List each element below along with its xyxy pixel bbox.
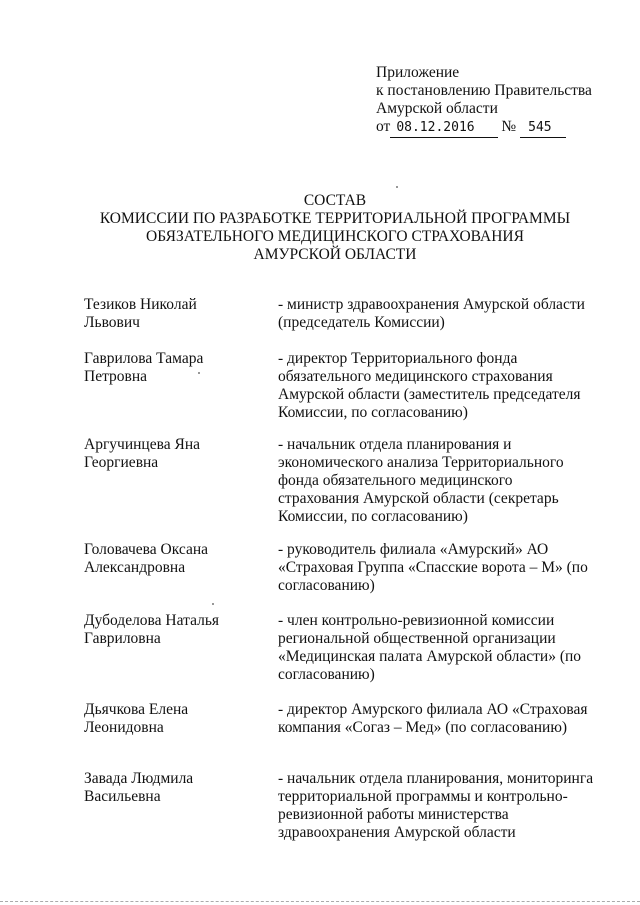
member-name: Аргучинцева Яна Георгиевна xyxy=(84,436,200,471)
appendix-date-number-line xyxy=(376,118,626,138)
number-field xyxy=(520,118,566,138)
scan-speck xyxy=(198,372,200,374)
scan-speck xyxy=(396,186,398,188)
document-title xyxy=(80,192,590,264)
date-prefix: от xyxy=(376,118,391,135)
date-field xyxy=(390,118,498,138)
appendix-label: Приложение xyxy=(376,64,460,81)
member-role: - начальник отдела планирования, мониторинга территориальной программы и контрольно- ревизионной работы министерства здравоохранения Амурской области xyxy=(278,770,594,841)
member-name: Головачева Оксана Александровна xyxy=(84,541,209,576)
member-name: Тезиков Николай Львович xyxy=(84,296,197,331)
title-line-2: КОМИССИИ ПО РАЗРАБОТКЕ ТЕРРИТОРИАЛЬНОЙ ПРОГРАММЫ xyxy=(99,210,571,227)
date-value: 08.12.2016 xyxy=(396,120,475,135)
member-role: - руководитель филиала «Амурский» АО «Страховая Группа «Спасские ворота – М» (по согласованию) xyxy=(278,541,588,594)
member-role: - директор Территориального фонда обязательного медицинского страхования Амурской области (заместитель председателя Комиссии, по согласованию) xyxy=(278,350,581,421)
member-role: - директор Амурского филиала АО «Страховая компания «Согаз – Мед» (по согласованию) xyxy=(278,701,588,736)
title-line-3: ОБЯЗАТЕЛЬНОГО МЕДИЦИНСКОГО СТРАХОВАНИЯ xyxy=(146,228,524,245)
appendix-header xyxy=(376,64,626,138)
title-line-1: СОСТАВ xyxy=(303,192,367,209)
member-name: Дьячкова Елена Леонидовна xyxy=(84,701,189,736)
member-role: - министр здравоохранения Амурской области (председатель Комиссии) xyxy=(278,296,585,331)
scan-bottom-edge xyxy=(0,901,640,902)
title-line-4: АМУРСКОЙ ОБЛАСТИ xyxy=(253,246,417,263)
appendix-region: Амурской области xyxy=(376,100,498,117)
member-name: Завада Людмила Васильевна xyxy=(84,770,194,805)
number-value: 545 xyxy=(528,120,552,135)
member-name: Дубоделова Наталья Гавриловна xyxy=(84,612,220,647)
member-role: - член контрольно-ревизионной комиссии региональной общественной организации «Медицинская палата Амурской области» (по согласованию) xyxy=(278,612,582,683)
number-label: № xyxy=(501,118,517,135)
scan-speck xyxy=(212,603,214,605)
appendix-decree-ref: к постановлению Правительства xyxy=(376,82,592,99)
member-name: Гаврилова Тамара Петровна xyxy=(84,350,204,385)
member-role: - начальник отдела планирования и экономического анализа Территориального фонда обязательного медицинского страхования Амурской области (секретарь Комиссии, по согласованию) xyxy=(278,436,564,525)
